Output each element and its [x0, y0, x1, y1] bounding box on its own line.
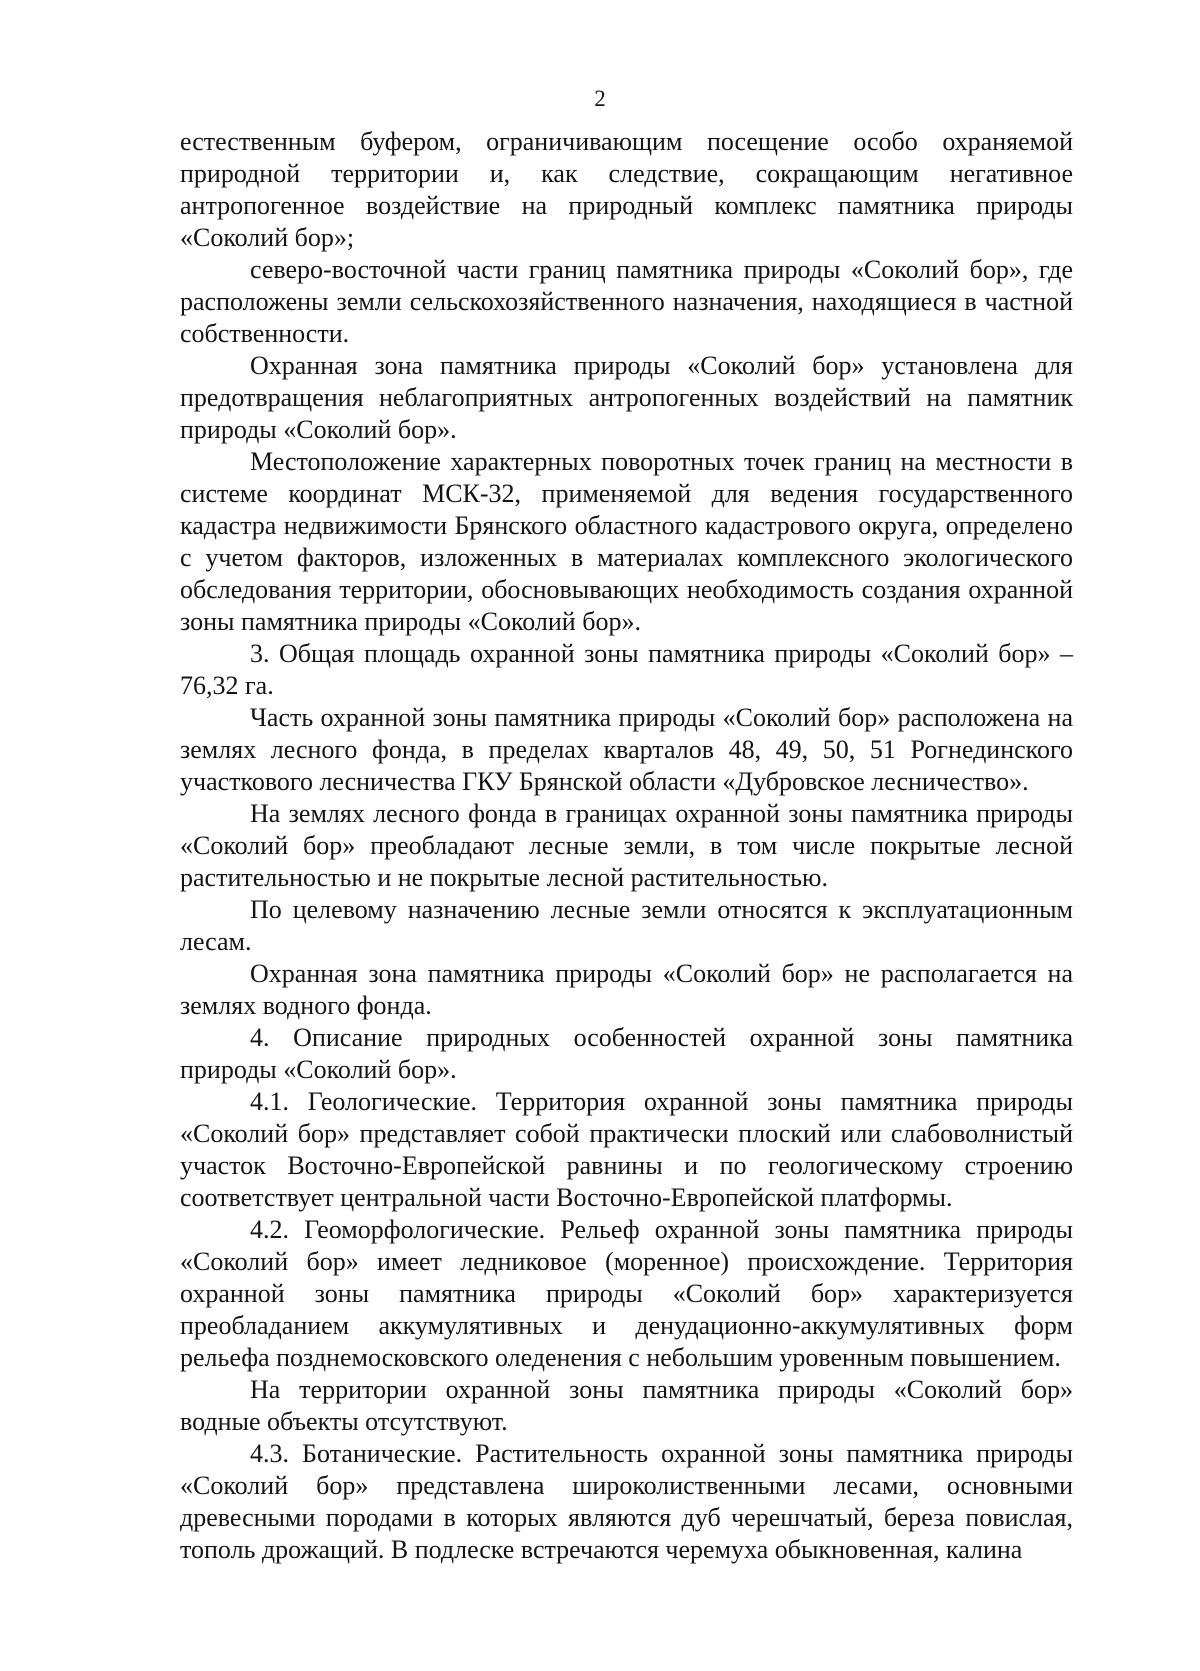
paragraph: По целевому назначению лесные земли относятся к эксплуатационным лесам.	[180, 895, 1073, 956]
paragraph: Местоположение характерных поворотных точек границ на местности в системе координат МСК-32, применяемой для ведения государственного кадастра недвижимости Брянского областного кадастрового округа, определено с учетом факторов, изложенных в материалах комплексного экологического обследования территории, обосновывающих необходимость создания охранной зоны памятника природы «Соколий бор».	[180, 447, 1073, 636]
paragraph: 4.3. Ботанические. Растительность охранной зоны памятника природы «Соколий бор» представлена широколиственными лесами, основными древесными породами в которых являются дуб черешчатый, береза повислая, тополь дрожащий. В подлеске встречаются черемуха обыкновенная, калина	[180, 1439, 1073, 1564]
paragraph: Охранная зона памятника природы «Соколий бор» установлена для предотвращения неблагоприятных антропогенных воздействий на памятник природы «Соколий бор».	[180, 351, 1073, 444]
paragraph: На территории охранной зоны памятника природы «Соколий бор» водные объекты отсутствуют.	[180, 1375, 1073, 1436]
paragraph: 4.2. Геоморфологические. Рельеф охранной зоны памятника природы «Соколий бор» имеет ледниковое (моренное) происхождение. Территория охранной зоны памятника природы «Соколий бор» характеризуется преобладанием аккумулятивных и денудационно-аккумулятивных форм рельефа позднемосковского оледенения с небольшим уровенным повышением.	[180, 1215, 1073, 1372]
paragraph: 3. Общая площадь охранной зоны памятника природы «Соколий бор» – 76,32 га.	[180, 639, 1073, 700]
paragraph: естественным буфером, ограничивающим посещение особо охраняемой природной территории и, как следствие, сокращающим негативное антропогенное воздействие на природный комплекс памятника природы «Соколий бор»;	[180, 127, 1073, 252]
paragraph: 4.1. Геологические. Территория охранной зоны памятника природы «Соколий бор» представляет собой практически плоский или слабоволнистый участок Восточно-Европейской равнины и по геологическому строению соответствует центральной части Восточно-Европейской платформы.	[180, 1087, 1073, 1212]
paragraph: Охранная зона памятника природы «Соколий бор» не располагается на землях водного фонда.	[180, 959, 1073, 1020]
paragraph: 4. Описание природных особенностей охранной зоны памятника природы «Соколий бор».	[180, 1023, 1073, 1084]
document-body	[180, 126, 1073, 1566]
paragraph: На землях лесного фонда в границах охранной зоны памятника природы «Соколий бор» преобладают лесные земли, в том числе покрытые лесной растительностью и не покрытые лесной растительностью.	[180, 799, 1073, 892]
paragraph: северо-восточной части границ памятника природы «Соколий бор», где расположены земли сельскохозяйственного назначения, находящиеся в частной собственности.	[180, 255, 1073, 348]
page-number: 2	[594, 86, 606, 111]
paragraph: Часть охранной зоны памятника природы «Соколий бор» расположена на землях лесного фонда, в пределах кварталов 48, 49, 50, 51 Рогнединского участкового лесничества ГКУ Брянской области «Дубровское лесничество».	[180, 703, 1073, 796]
